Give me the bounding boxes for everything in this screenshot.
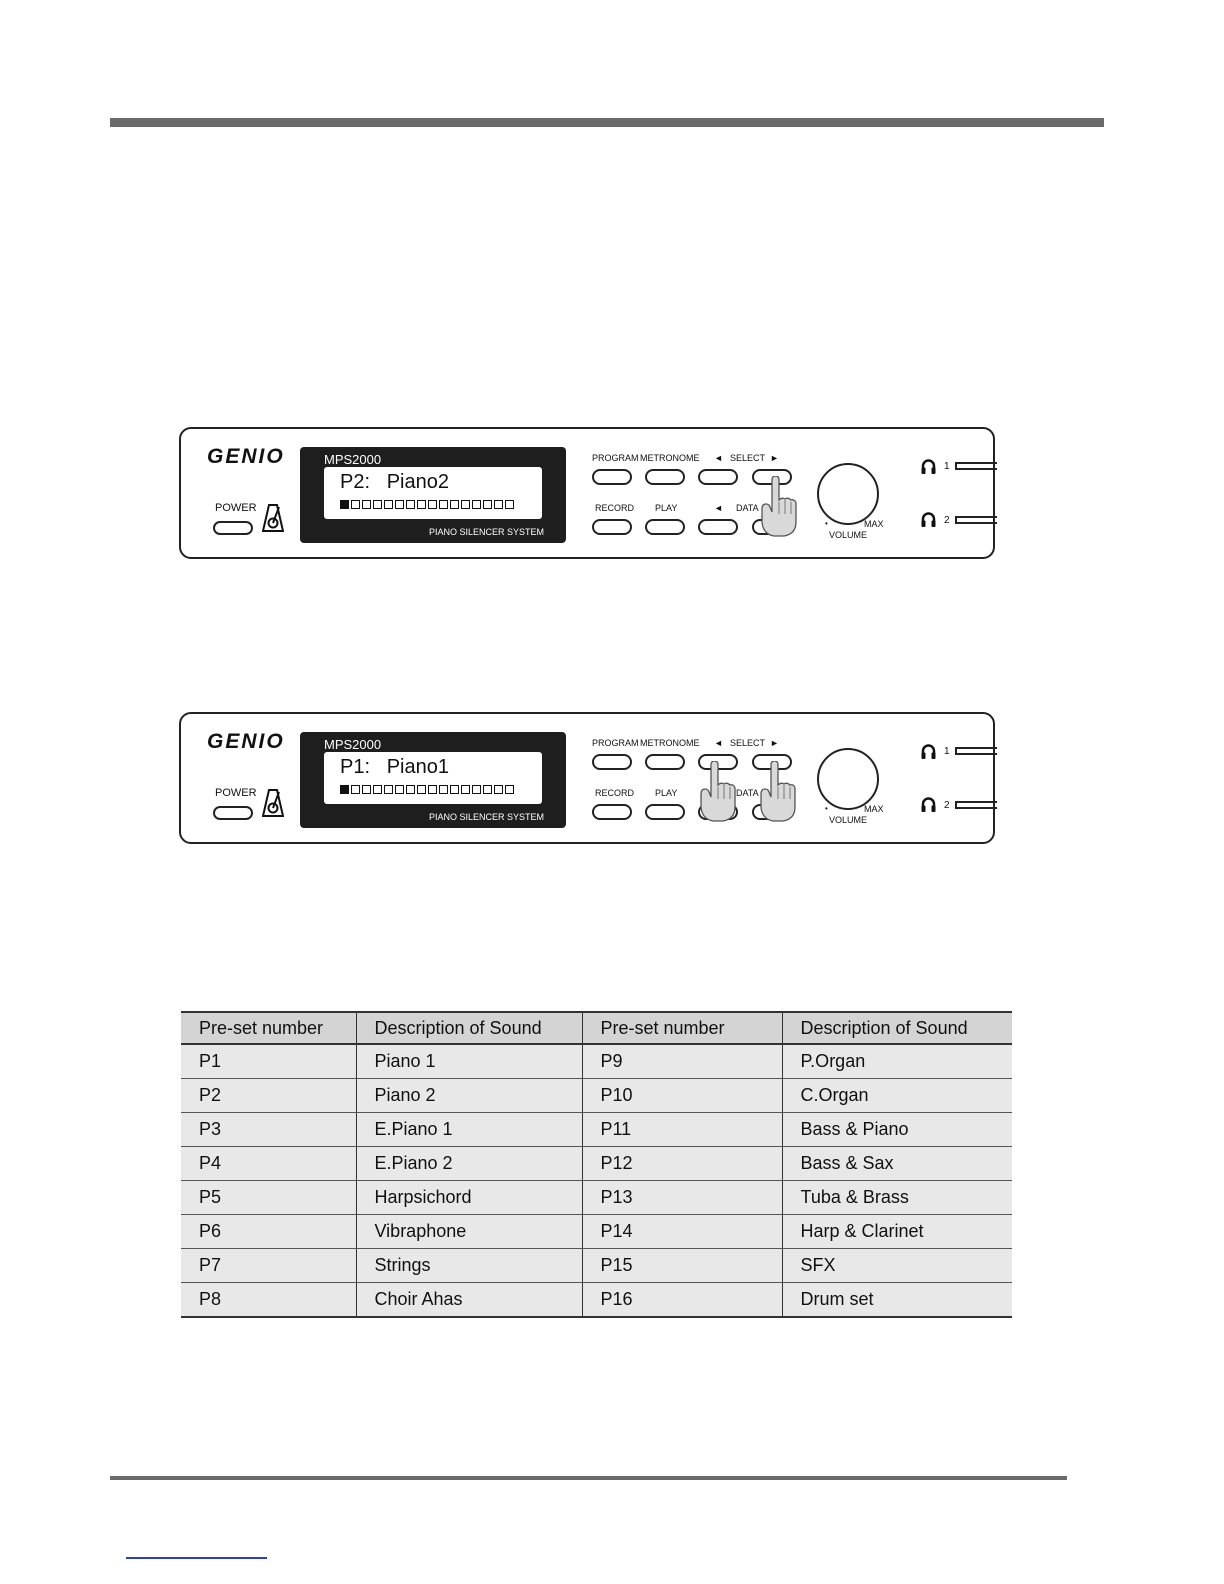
headphone-icon — [921, 797, 936, 813]
headphone-jack-2[interactable] — [955, 801, 997, 809]
select-right-arrow-icon: ► — [770, 738, 779, 748]
model-name: MPS2000 — [324, 737, 382, 752]
sound-description-cell: Strings — [356, 1249, 582, 1283]
preset-number-cell: P15 — [582, 1249, 782, 1283]
indicator-segment — [362, 500, 371, 509]
metronome-button[interactable] — [645, 754, 685, 770]
metronome-button[interactable] — [645, 469, 685, 485]
sound-description-cell: Piano 2 — [356, 1079, 582, 1113]
preset-number-cell: P11 — [582, 1113, 782, 1147]
headphone-jack-1[interactable] — [955, 747, 997, 755]
play-label: PLAY — [655, 788, 678, 798]
metronome-icon — [262, 788, 284, 818]
preset-number-cell: P7 — [181, 1249, 356, 1283]
indicator-segment — [439, 500, 448, 509]
table-row — [181, 1181, 1012, 1215]
indicator-segment — [406, 785, 415, 794]
headphone-jack-1[interactable] — [955, 462, 997, 470]
play-label: PLAY — [655, 503, 678, 513]
table-row — [181, 1147, 1012, 1181]
preset-table-body — [181, 1044, 1012, 1317]
preset-indicator-bar — [340, 500, 514, 509]
volume-knob[interactable] — [817, 463, 879, 525]
record-label: RECORD — [595, 503, 635, 513]
lcd-screen — [324, 467, 542, 519]
indicator-segment — [494, 500, 503, 509]
select-left-button[interactable] — [698, 469, 738, 485]
lcd-display — [300, 732, 566, 828]
indicator-segment — [505, 785, 514, 794]
jack-2-number: 2 — [944, 515, 950, 526]
sound-description-cell: C.Organ — [782, 1079, 1012, 1113]
indicator-segment — [472, 785, 481, 794]
sound-description-cell: Vibraphone — [356, 1215, 582, 1249]
volume-max-label: MAX — [864, 804, 884, 814]
pressing-hand-icon — [757, 761, 797, 823]
column-header: Pre-set number — [181, 1012, 356, 1044]
headphone-icon — [921, 512, 936, 528]
preset-number-cell: P13 — [582, 1181, 782, 1215]
table-row — [181, 1249, 1012, 1283]
headphone-jack-2[interactable] — [955, 516, 997, 524]
pressing-hand-icon — [758, 476, 798, 538]
table-row — [181, 1283, 1012, 1318]
preset-number-cell: P9 — [582, 1044, 782, 1079]
system-name: PIANO SILENCER SYSTEM — [428, 527, 544, 537]
preset-number-cell: P1 — [181, 1044, 356, 1079]
preset-readout: P1: Piano1 — [340, 756, 449, 778]
preset-number-cell: P2 — [181, 1079, 356, 1113]
jack-1-number: 1 — [944, 746, 950, 757]
sound-description-cell: Bass & Sax — [782, 1147, 1012, 1181]
sound-description-cell: SFX — [782, 1249, 1012, 1283]
select-label: SELECT — [730, 738, 766, 748]
table-row — [181, 1113, 1012, 1147]
indicator-segment — [351, 500, 360, 509]
sound-description-cell: E.Piano 2 — [356, 1147, 582, 1181]
record-label: RECORD — [595, 788, 635, 798]
play-button[interactable] — [645, 519, 685, 535]
jack-2-number: 2 — [944, 800, 950, 811]
power-button[interactable] — [213, 521, 253, 535]
preset-number-cell: P14 — [582, 1215, 782, 1249]
indicator-segment — [428, 785, 437, 794]
table-row — [181, 1079, 1012, 1113]
sound-description-cell: Harp & Clarinet — [782, 1215, 1012, 1249]
select-label: SELECT — [730, 453, 766, 463]
sound-description-cell: Tuba & Brass — [782, 1181, 1012, 1215]
indicator-segment — [461, 500, 470, 509]
record-button[interactable] — [592, 519, 632, 535]
metronome-label: METRONOME — [640, 453, 700, 463]
metronome-icon — [262, 503, 284, 533]
indicator-segment — [450, 785, 459, 794]
volume-label: VOLUME — [829, 815, 868, 825]
model-name: MPS2000 — [324, 452, 382, 467]
sound-description-cell: E.Piano 1 — [356, 1113, 582, 1147]
data-label: DATA — [736, 788, 759, 798]
select-left-arrow-icon: ◄ — [714, 738, 723, 748]
volume-max-label: MAX — [864, 519, 884, 529]
indicator-segment — [395, 785, 404, 794]
jack-1-number: 1 — [944, 461, 950, 472]
preset-table-header — [181, 1012, 1012, 1044]
program-label: PROGRAM — [592, 453, 639, 463]
top-rule — [110, 118, 1104, 127]
sound-description-cell: Piano 1 — [356, 1044, 582, 1079]
indicator-segment — [461, 785, 470, 794]
preset-number-cell: P10 — [582, 1079, 782, 1113]
indicator-segment — [340, 500, 349, 509]
lcd-screen — [324, 752, 542, 804]
data-left-arrow-icon: ◄ — [714, 503, 723, 513]
sound-description-cell: Bass & Piano — [782, 1113, 1012, 1147]
program-button[interactable] — [592, 754, 632, 770]
brand-logo: GENIO — [207, 730, 285, 753]
bottom-rule — [110, 1476, 1067, 1480]
preset-indicator-bar — [340, 785, 514, 794]
metronome-label: METRONOME — [640, 738, 700, 748]
footer-link-underline[interactable] — [126, 1557, 267, 1559]
select-right-arrow-icon: ► — [770, 453, 779, 463]
power-button[interactable] — [213, 806, 253, 820]
preset-table — [181, 1011, 1012, 1318]
preset-number-cell: P4 — [181, 1147, 356, 1181]
indicator-segment — [483, 785, 492, 794]
power-label: POWER — [215, 787, 257, 799]
indicator-segment — [395, 500, 404, 509]
preset-number-cell: P12 — [582, 1147, 782, 1181]
indicator-segment — [384, 500, 393, 509]
column-header: Description of Sound — [356, 1012, 582, 1044]
record-button[interactable] — [592, 804, 632, 820]
preset-number-cell: P16 — [582, 1283, 782, 1318]
sound-description-cell: Harpsichord — [356, 1181, 582, 1215]
headphone-icon — [921, 459, 936, 475]
preset-number-cell: P6 — [181, 1215, 356, 1249]
indicator-segment — [362, 785, 371, 794]
indicator-segment — [483, 500, 492, 509]
table-row — [181, 1044, 1012, 1079]
indicator-segment — [417, 500, 426, 509]
volume-min-mark: • — [825, 804, 828, 813]
indicator-segment — [373, 500, 382, 509]
volume-label: VOLUME — [829, 530, 868, 540]
power-label: POWER — [215, 502, 257, 514]
device-panel-2 — [179, 712, 995, 844]
data-left-button[interactable] — [698, 519, 738, 535]
indicator-segment — [428, 500, 437, 509]
column-header: Description of Sound — [782, 1012, 1012, 1044]
sound-description-cell: Choir Ahas — [356, 1283, 582, 1318]
preset-number-cell: P8 — [181, 1283, 356, 1318]
program-label: PROGRAM — [592, 738, 639, 748]
play-button[interactable] — [645, 804, 685, 820]
sound-description-cell: P.Organ — [782, 1044, 1012, 1079]
indicator-segment — [406, 500, 415, 509]
brand-logo: GENIO — [207, 445, 285, 468]
indicator-segment — [373, 785, 382, 794]
data-label: DATA — [736, 503, 759, 513]
indicator-segment — [472, 500, 481, 509]
indicator-segment — [384, 785, 393, 794]
headphone-icon — [921, 744, 936, 760]
lcd-display — [300, 447, 566, 543]
sound-description-cell: Drum set — [782, 1283, 1012, 1318]
indicator-segment — [505, 500, 514, 509]
indicator-segment — [439, 785, 448, 794]
volume-min-mark: • — [825, 519, 828, 528]
preset-number-cell: P5 — [181, 1181, 356, 1215]
table-row — [181, 1215, 1012, 1249]
preset-readout: P2: Piano2 — [340, 471, 449, 493]
indicator-segment — [417, 785, 426, 794]
indicator-segment — [351, 785, 360, 794]
system-name: PIANO SILENCER SYSTEM — [428, 812, 544, 822]
select-left-arrow-icon: ◄ — [714, 453, 723, 463]
preset-number-cell: P3 — [181, 1113, 356, 1147]
pressing-hand-icon — [697, 761, 737, 823]
indicator-segment — [450, 500, 459, 509]
column-header: Pre-set number — [582, 1012, 782, 1044]
program-button[interactable] — [592, 469, 632, 485]
indicator-segment — [494, 785, 503, 794]
indicator-segment — [340, 785, 349, 794]
device-panel-1 — [179, 427, 995, 559]
volume-knob[interactable] — [817, 748, 879, 810]
